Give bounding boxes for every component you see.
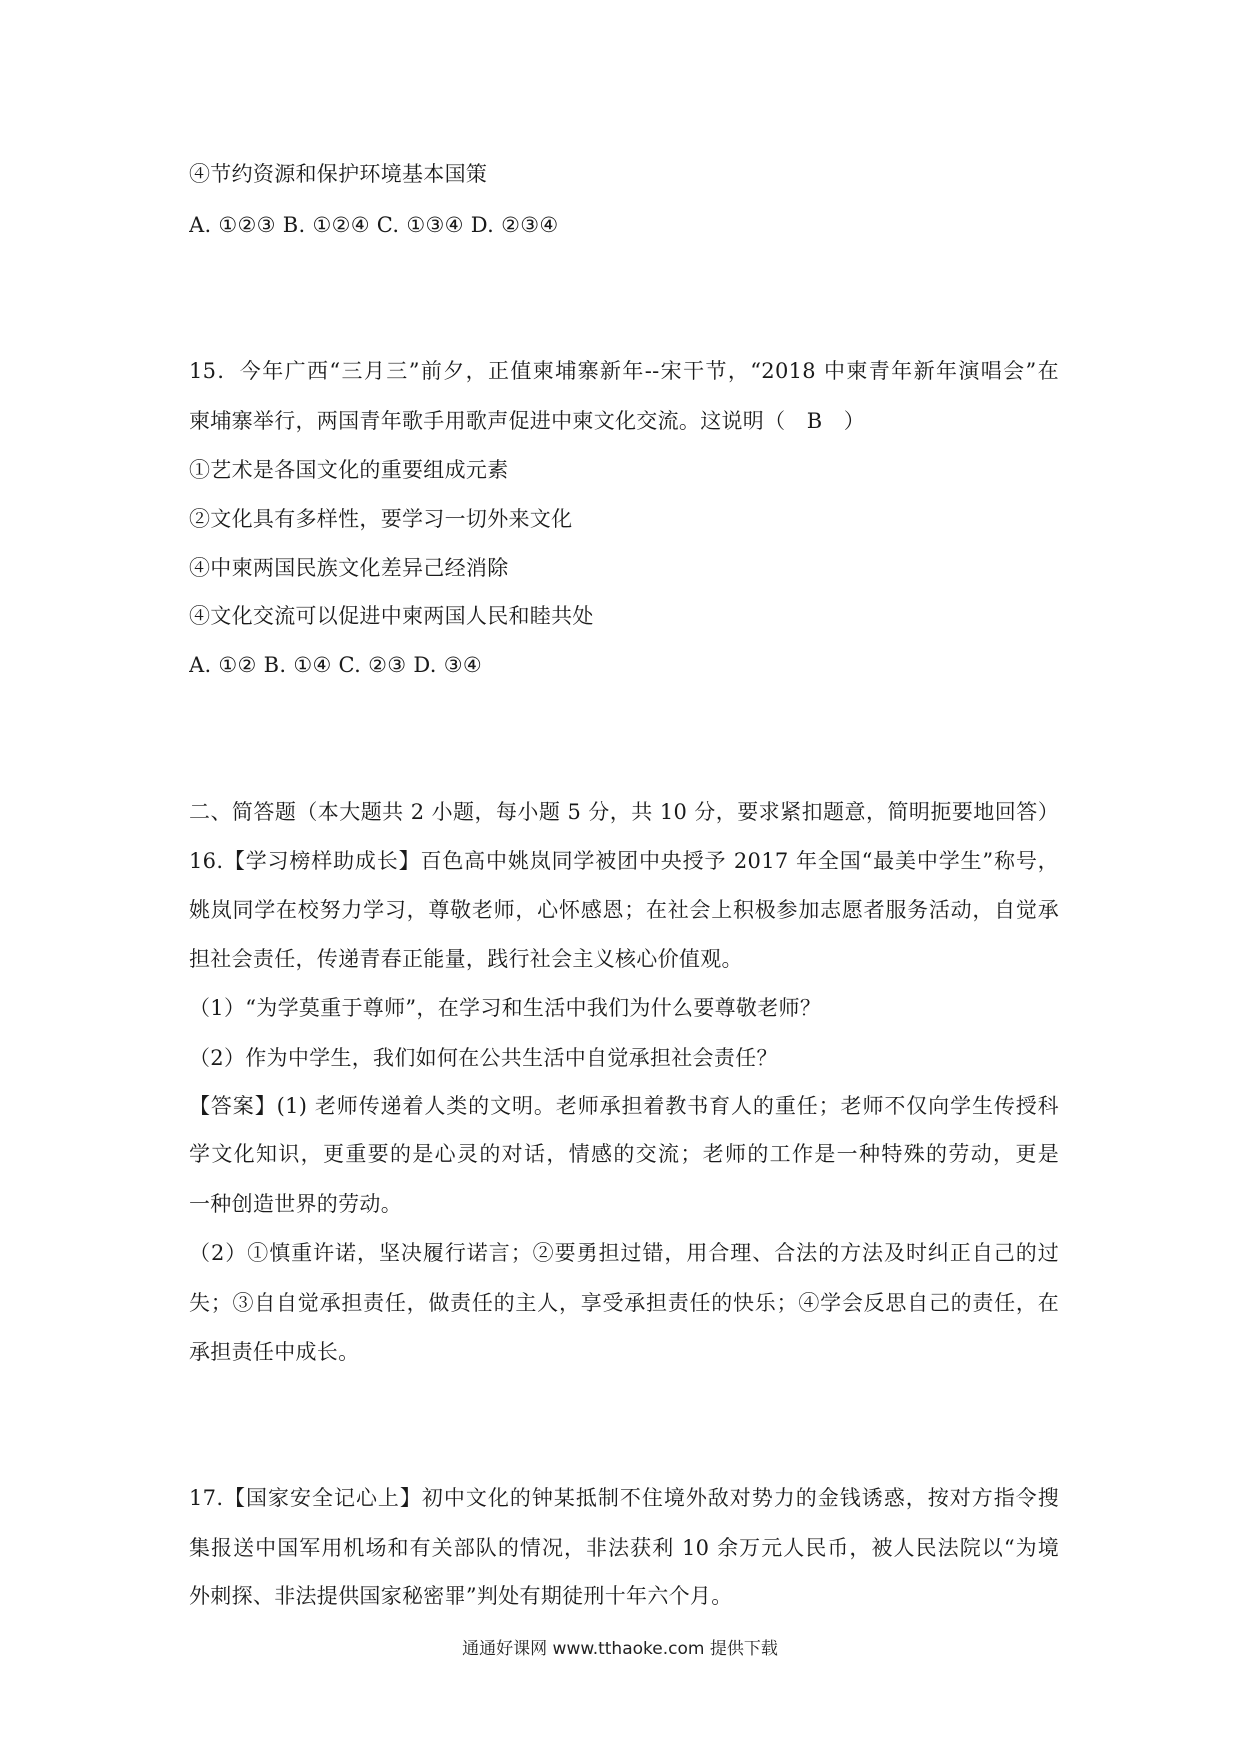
- q15-item-4: ④文化交流可以促进中柬两国人民和睦共处: [189, 604, 594, 628]
- q14-option-4: ④节约资源和保护环境基本国策: [189, 162, 488, 186]
- q16-answer-2-line-2: 失；③自自觉承担责任，做责任的主人，享受承担责任的快乐；④学会反思自己的责任，在: [189, 1291, 1059, 1315]
- q15-item-2: ②文化具有多样性，要学习一切外来文化: [189, 507, 573, 531]
- q17-stem-line-1: 17.【国家安全记心上】初中文化的钟某抵制不住境外敌对势力的金钱诱惑，按对方指令搜: [189, 1486, 1059, 1510]
- q15-item-1: ①艺术是各国文化的重要组成元素: [189, 458, 509, 482]
- q16-answer-2-line-1: （2）①慎重许诺，坚决履行诺言；②要勇担过错，用合理、合法的方法及时纠正自己的过: [189, 1241, 1059, 1265]
- q17-stem-line-2: 集报送中国军用机场和有关部队的情况，非法获利 10 余万元人民币，被人民法院以“为境: [189, 1536, 1059, 1560]
- q16-stem-line-1: 16.【学习榜样助成长】百色高中姚岚同学被团中央授予 2017 年全国“最美中学生”称号，: [189, 849, 1059, 873]
- page-footer: 通通好课网 www.tthaoke.com 提供下载: [462, 1639, 778, 1659]
- q17-stem-line-3: 外刺探、非法提供国家秘密罪”判处有期徒刑十年六个月。: [189, 1584, 733, 1608]
- q15-stem-line-2: 柬埔寨举行，两国青年歌手用歌声促进中柬文化交流。这说明（ B ）: [189, 409, 866, 433]
- q15-item-3: ④中柬两国民族文化差异己经消除: [189, 556, 509, 580]
- q16-answer-2-line-3: 承担责任中成长。: [189, 1340, 360, 1364]
- q16-sub-question-2: （2）作为中学生，我们如何在公共生活中自觉承担社会责任？: [189, 1046, 778, 1070]
- q14-choices: A. ①②③ B. ①②④ C. ①③④ D. ②③④: [189, 213, 559, 237]
- q15-stem-line-1: 15．今年广西“三月三”前夕，正值柬埔寨新年--宋干节，“2018 中柬青年新年演唱会”在: [189, 359, 1059, 383]
- q16-stem-line-2: 姚岚同学在校努力学习，尊敬老师，心怀感恩；在社会上积极参加志愿者服务活动，自觉承: [189, 898, 1059, 922]
- q16-stem-line-3: 担社会责任，传递青春正能量，践行社会主义核心价值观。: [189, 947, 743, 971]
- q15-choices: A. ①② B. ①④ C. ②③ D. ③④: [189, 653, 482, 677]
- q16-answer-1-line-3: 一种创造世界的劳动。: [189, 1192, 402, 1216]
- q16-answer-1-line-1: 【答案】(1) 老师传递着人类的文明。老师承担着教书育人的重任；老师不仅向学生传授科: [189, 1094, 1059, 1118]
- section-heading: 二、简答题（本大题共 2 小题，每小题 5 分，共 10 分，要求紧扣题意，简明扼要地回答）: [189, 800, 1059, 824]
- q16-sub-question-1: （1）“为学莫重于尊师”，在学习和生活中我们为什么要尊敬老师？: [189, 996, 822, 1020]
- q16-answer-1-line-2: 学文化知识，更重要的是心灵的对话，情感的交流；老师的工作是一种特殊的劳动，更是: [189, 1142, 1059, 1166]
